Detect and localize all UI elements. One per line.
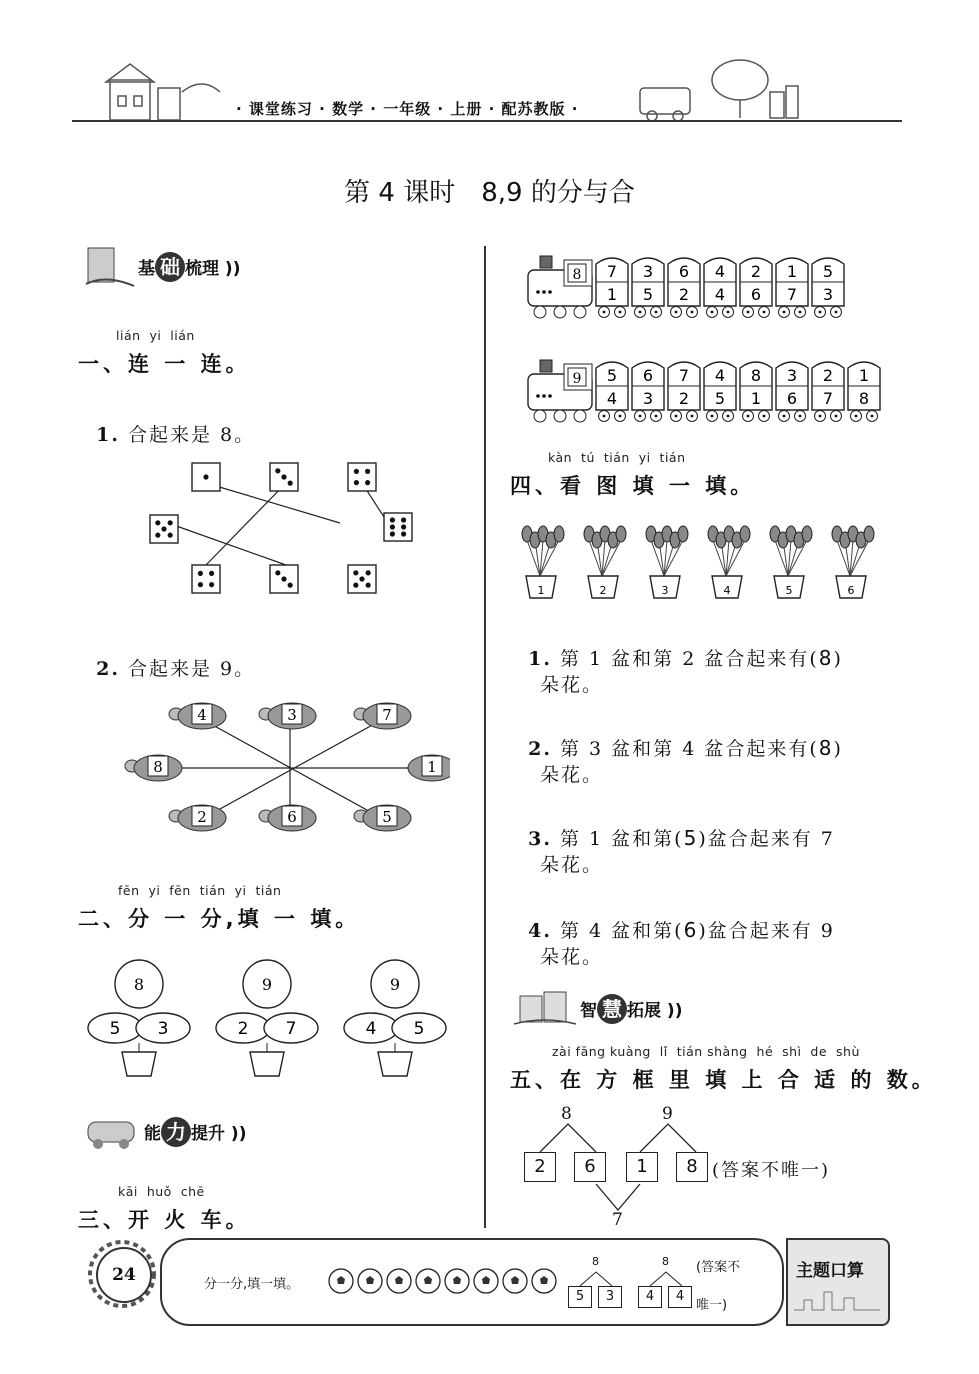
car-top-number: 5 [606, 366, 618, 385]
part-number: 4 [365, 1019, 377, 1039]
soccer-balls [328, 1268, 562, 1294]
q-number: 4. [528, 920, 552, 942]
footer-tree2-lines [640, 1268, 696, 1288]
q-text-pre: 第 4 盆和第( [559, 920, 684, 942]
pot-number: 5 [785, 584, 793, 597]
dice-group [150, 463, 412, 593]
die-face-5 [150, 515, 178, 543]
split-flower [88, 960, 190, 1076]
train-engine [528, 256, 592, 318]
train-car [812, 258, 844, 318]
train-car [596, 362, 628, 422]
soccer-ball [532, 1269, 556, 1293]
car-bottom-number: 4 [714, 285, 726, 304]
answer-value: 5 [683, 826, 699, 850]
die-face-5 [348, 565, 376, 593]
train-engine [528, 360, 592, 422]
part-number: 2 [237, 1019, 249, 1039]
section1-heading: 一、连 一 连。 [78, 352, 251, 376]
turtle [354, 703, 411, 729]
car-top-number: 6 [678, 262, 690, 281]
die-face-4 [348, 463, 376, 491]
car-top-number: 4 [714, 262, 726, 281]
engine-number: 8 [572, 267, 582, 283]
turtle-matching [110, 690, 450, 850]
footer-box: 4 [638, 1286, 662, 1308]
section3-pinyin: kāi huǒ chē [118, 1184, 205, 1199]
tulip-pot [584, 526, 626, 598]
whole-number: 8 [133, 975, 145, 994]
q-text-post: )盆合起来有 7 [698, 828, 835, 850]
turtle [354, 805, 411, 831]
whole-number: 9 [389, 975, 401, 994]
dice-matching [140, 455, 420, 595]
badge-post-text: 提升 [191, 1124, 225, 1144]
turtle [408, 755, 450, 781]
car-bottom-number: 2 [678, 285, 690, 304]
tree-top-right: 9 [662, 1104, 673, 1124]
whole-number: 9 [261, 975, 273, 994]
basic-review-badge: 基 础 梳理 )) [138, 252, 240, 282]
badge-post-text: 梳理 [185, 259, 219, 279]
q-number: 2. [528, 738, 552, 760]
topic-label: 主题口算 [796, 1261, 864, 1281]
q-number: 1. [528, 648, 552, 670]
badge-art-basic [82, 244, 136, 290]
train-car [812, 362, 844, 422]
series-header: · 课堂练习 · 数学 · 一年级 · 上册 · 配苏教版 · [236, 100, 579, 118]
train-car [776, 362, 808, 422]
car-bottom-number: 1 [606, 285, 618, 304]
part-number: 5 [109, 1019, 121, 1039]
badge-art-wisdom [512, 988, 578, 1028]
car-bottom-number: 7 [822, 389, 834, 408]
count-question-3-line2: 朵花。 [540, 854, 604, 876]
tulip-pot [708, 526, 750, 598]
part-number: 7 [285, 1019, 297, 1039]
car-top-number: 3 [642, 262, 654, 281]
train-car [848, 362, 880, 422]
count-question-1 [512, 622, 843, 671]
split-flower [216, 960, 318, 1076]
car-top-number: 7 [606, 262, 618, 281]
question-1-1 [80, 398, 255, 447]
q-text-pre: 第 1 盆和第( [559, 828, 684, 850]
tulip-pot [522, 526, 564, 598]
die-face-3 [270, 463, 298, 491]
answer-box: 1 [626, 1152, 658, 1182]
count-question-2-line2: 朵花。 [540, 764, 604, 786]
train-car [668, 362, 700, 422]
answer-value: 8 [818, 646, 834, 670]
answer-note: (答案不唯一) [712, 1160, 831, 1181]
pot-number: 4 [723, 584, 731, 597]
train-car [776, 258, 808, 318]
car-top-number: 2 [822, 366, 834, 385]
tulip-pot [770, 526, 812, 598]
car-top-number: 8 [750, 366, 762, 385]
car-top-number: 1 [858, 366, 870, 385]
section2-heading: 二、分 一 分,填 一 填。 [78, 907, 361, 931]
answer-box: 6 [574, 1152, 606, 1182]
q-number: 2. [96, 658, 120, 680]
turtle-number: 4 [197, 706, 207, 724]
car-top-number: 2 [750, 262, 762, 281]
q-text: 合起来是 8。 [127, 424, 256, 446]
answer-box: 8 [676, 1152, 708, 1182]
pot-number: 3 [661, 584, 669, 597]
die-face-1 [192, 463, 220, 491]
footer-box: 3 [598, 1286, 622, 1308]
turtle [259, 805, 316, 831]
answer-box: 2 [524, 1152, 556, 1182]
section5-heading: 五、在 方 框 里 填 上 合 适 的 数。 [510, 1068, 937, 1092]
car-top-number: 3 [786, 366, 798, 385]
car-tree-illustration [640, 60, 798, 121]
train-car [632, 258, 664, 318]
split-flowers [84, 954, 464, 1084]
footer-tree2-top: 8 [662, 1255, 669, 1268]
engine-number: 9 [572, 371, 582, 387]
car-top-number: 6 [642, 366, 654, 385]
q-text-post: ) [833, 738, 843, 760]
train-1 [526, 252, 856, 324]
car-bottom-number: 3 [642, 389, 654, 408]
car-top-number: 4 [714, 366, 726, 385]
section3-heading: 三、开 火 车。 [78, 1208, 251, 1232]
wisdom-badge: 智 慧 拓展 )) [580, 994, 682, 1024]
car-bottom-number: 5 [642, 285, 654, 304]
turtle [125, 755, 182, 781]
turtle-number: 2 [197, 808, 207, 826]
soccer-ball [329, 1269, 353, 1293]
footer-tree1-top: 8 [592, 1255, 599, 1268]
count-question-2 [512, 712, 843, 761]
badge-big-char: 慧 [597, 994, 627, 1024]
soccer-ball [358, 1269, 382, 1293]
car-bottom-number: 5 [714, 389, 726, 408]
footer-task: 分一分,填一填。 [204, 1277, 300, 1292]
q-text-pre: 第 3 盆和第 4 盆合起来有( [559, 738, 819, 760]
badge-art-ability [80, 1112, 144, 1152]
pot-number: 2 [599, 584, 607, 597]
turtle-number: 1 [427, 758, 437, 776]
soccer-ball [387, 1269, 411, 1293]
badge-pre-text: 智 [580, 1001, 597, 1021]
part-number: 5 [413, 1019, 425, 1039]
car-bottom-number: 1 [750, 389, 762, 408]
train-car [704, 258, 736, 318]
car-bottom-number: 6 [750, 285, 762, 304]
footer-note-1: (答案不 [696, 1260, 741, 1275]
car-bottom-number: 8 [858, 389, 870, 408]
car-bottom-number: 2 [678, 389, 690, 408]
q-text-post: )盆合起来有 9 [698, 920, 835, 942]
skyline-icon [794, 1284, 882, 1314]
ability-badge: 能 力 提升 )) [144, 1117, 246, 1147]
tulip-pot [832, 526, 874, 598]
column-divider [484, 246, 486, 1228]
turtle-number: 8 [153, 758, 163, 776]
badge-post-text: 拓展 [627, 1001, 661, 1021]
section5-pinyin: zài fāng kuàng lǐ tián shàng hé shì de shù [552, 1044, 860, 1059]
pot-number: 6 [847, 584, 855, 597]
lesson-title: 第 4 课时 8,9 的分与合 [344, 178, 635, 208]
turtle-group [125, 703, 450, 831]
footer-box: 4 [668, 1286, 692, 1308]
q-text: 合起来是 9。 [127, 658, 256, 680]
q-text-pre: 第 1 盆和第 2 盆合起来有( [559, 648, 819, 670]
car-top-number: 5 [822, 262, 834, 281]
header-rule [72, 120, 902, 122]
turtle [259, 703, 316, 729]
q-text-post: ) [833, 648, 843, 670]
badge-pre-text: 能 [144, 1124, 161, 1144]
topic-tab [786, 1238, 890, 1326]
turtle-number: 7 [382, 706, 392, 724]
flower-pots [510, 518, 890, 604]
tree-bottom: 7 [612, 1210, 623, 1230]
section1-pinyin: lián yi lián [116, 328, 195, 343]
badge-big-char: 力 [161, 1117, 191, 1147]
badge-pre-text: 基 [138, 259, 155, 279]
die-face-3 [270, 565, 298, 593]
train-car [740, 258, 772, 318]
soccer-ball [416, 1269, 440, 1293]
q-number: 3. [528, 828, 552, 850]
soccer-ball [474, 1269, 498, 1293]
die-face-6 [384, 513, 412, 541]
q-number: 1. [96, 424, 120, 446]
part-number: 3 [157, 1019, 169, 1039]
car-top-number: 7 [678, 366, 690, 385]
car-top-number: 1 [786, 262, 798, 281]
count-question-1-line2: 朵花。 [540, 674, 604, 696]
car-bottom-number: 6 [786, 389, 798, 408]
section4-heading: 四、看 图 填 一 填。 [510, 474, 756, 498]
turtle-number: 6 [287, 808, 297, 826]
die-face-4 [192, 565, 220, 593]
answer-value: 6 [683, 918, 699, 942]
split-flower [344, 960, 446, 1076]
count-question-3 [512, 802, 835, 851]
footer-note-2: 唯一) [696, 1298, 728, 1313]
car-bottom-number: 7 [786, 285, 798, 304]
tree-top-left: 8 [561, 1104, 572, 1124]
badge-big-char: 础 [155, 252, 185, 282]
section4-pinyin: kàn tú tián yi tián [548, 450, 686, 465]
soccer-ball [445, 1269, 469, 1293]
tulip-pot [646, 526, 688, 598]
train-car [704, 362, 736, 422]
pot-number: 1 [537, 584, 545, 597]
footer-tree1-lines [570, 1268, 626, 1288]
car-bottom-number: 4 [606, 389, 618, 408]
turtle-number: 3 [287, 706, 297, 724]
footer-box: 5 [568, 1286, 592, 1308]
answer-value: 8 [818, 736, 834, 760]
page-number: 24 [96, 1247, 152, 1303]
house-illustration [106, 64, 220, 120]
count-question-4-line2: 朵花。 [540, 946, 604, 968]
question-1-2 [80, 632, 255, 681]
turtle [169, 805, 226, 831]
section2-pinyin: fēn yi fēn tián yi tián [118, 883, 282, 898]
count-question-4 [512, 894, 835, 943]
turtle-number: 5 [382, 808, 392, 826]
train-car [668, 258, 700, 318]
train-car [596, 258, 628, 318]
train-car [632, 362, 664, 422]
turtle [169, 703, 226, 729]
car-bottom-number: 3 [822, 285, 834, 304]
train-car [740, 362, 772, 422]
train-2 [526, 356, 886, 428]
soccer-ball [503, 1269, 527, 1293]
